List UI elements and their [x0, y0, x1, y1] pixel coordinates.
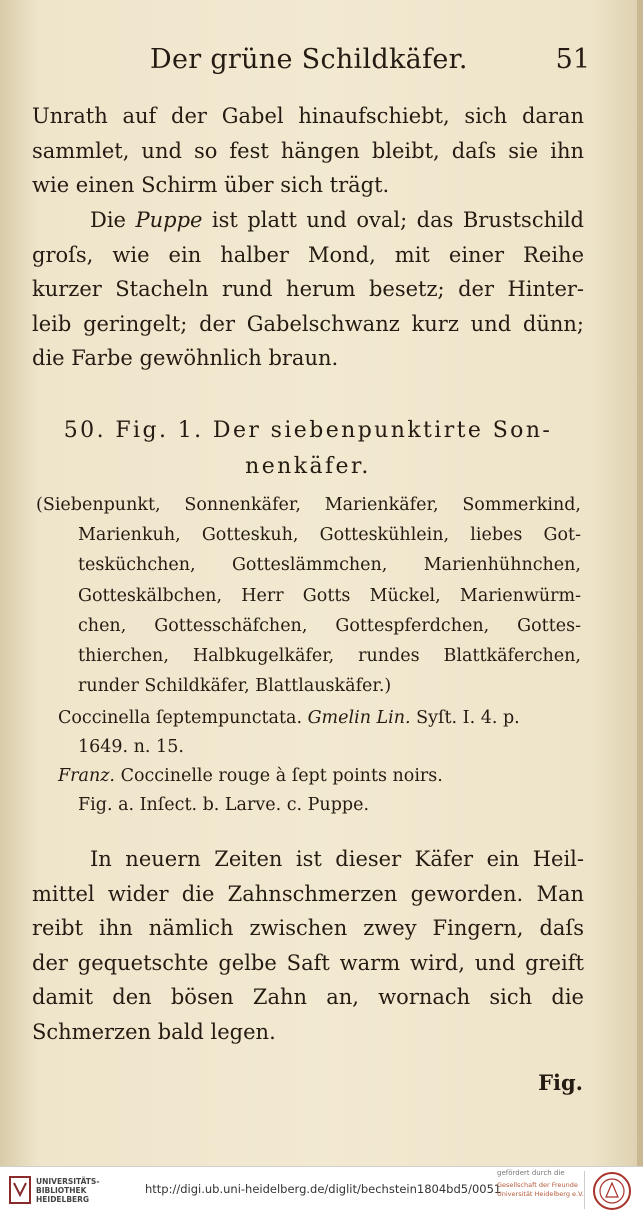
sponsor-line: Gesellschaft der Freunde [497, 1181, 578, 1189]
library-logo-icon[interactable] [8, 1173, 32, 1207]
text-line: die Farbe gewöhnlich braun. [32, 346, 339, 370]
text-line: wie einen Schirm über sich trägt. [32, 173, 390, 197]
synonym-line: Marienkuh, Gotteskuh, Gotteskühlein, liebes Got- [78, 525, 581, 546]
figure-legend: Fig. a. Inſect. b. Larve. c. Puppe. [78, 795, 370, 815]
citation-language: Franz. [58, 766, 115, 786]
section-heading-line: nenkäfer. [245, 454, 371, 479]
paragraph-1 [32, 99, 584, 203]
text-fragment: Die [90, 208, 136, 232]
text-line: reibt ihn nämlich zwischen zwey Fingern, daſs [32, 916, 584, 940]
digitization-footer [0, 1166, 643, 1213]
text-line: leib geringelt; der Gabelschwanz kurz und dünn; [32, 311, 584, 336]
library-name-line: HEIDELBERG [36, 1195, 90, 1204]
text-fragment: Coccinella ſeptempunctata. [58, 708, 308, 728]
paragraph-2 [32, 203, 584, 376]
synonym-line: chen, Gottesschäfchen, Gottespferdchen, Gottes- [78, 615, 581, 636]
reference-line [58, 704, 583, 733]
reference-line: 1649. n. 15. [78, 737, 184, 757]
synonym-line: runder Schildkäfer, Blattlauskäfer.) [78, 676, 392, 697]
text-fragment: Syſt. I. 4. p. [410, 708, 520, 728]
text-fragment: Coccinelle rouge à ſept points noirs. [115, 766, 443, 786]
library-name-line: UNIVERSITÄTS- [36, 1177, 100, 1186]
synonym-line: tesküchchen, Gotteslämmchen, Marienhühnchen, [78, 555, 581, 576]
text-line [32, 203, 584, 238]
references [58, 704, 583, 820]
text-line: Unrath auf der Gabel hinaufschiebt, sich daran [32, 104, 584, 128]
running-title: Der grüne Schildkäfer. [150, 44, 468, 75]
text-line: mittel wider die Zahnschmerzen geworden. Man [32, 881, 584, 906]
emphasis-puppe: Puppe [135, 208, 203, 232]
paragraph-3 [32, 842, 584, 1049]
section-heading-line: 50. Fig. 1. Der siebenpunktirte Son- [63, 418, 553, 443]
synonym-list [36, 490, 581, 701]
text-line: groſs, wie ein halber Mond, mit einer Reihe [32, 242, 584, 267]
library-name-line: BIBLIOTHEK [36, 1186, 87, 1195]
library-name [36, 1177, 99, 1204]
citation-author: Gmelin Lin. [307, 708, 411, 728]
section-heading [32, 413, 584, 485]
footer-divider [584, 1171, 585, 1209]
sponsor-line: Universität Heidelberg e.V. [497, 1190, 584, 1198]
text-fragment: ist platt und oval; das Brustschild [202, 208, 585, 232]
running-header [150, 44, 620, 84]
text-line: In neuern Zeiten ist dieser Käfer ein Heil- [90, 847, 584, 871]
synonym-line: (Siebenpunkt, Sonnenkäfer, Marienkäfer, Sommerkind, [36, 495, 581, 515]
sponsor-label: gefördert durch die [497, 1169, 565, 1177]
catchword: Fig. [538, 1070, 583, 1095]
text-line: sammlet, und so fest hängen bleibt, daſs sie ihn [32, 138, 584, 163]
synonym-line: Gotteskälbchen, Herr Gotts Mückel, Marienwürm- [78, 585, 581, 606]
permalink-url[interactable]: http://digi.ub.uni-heidelberg.de/diglit/bechstein1804bd5/0051 [145, 1182, 502, 1196]
page-edge [637, 0, 643, 1166]
sponsor-name[interactable] [497, 1181, 584, 1199]
page-number: 51 [555, 44, 590, 75]
text-line: Schmerzen bald legen. [32, 1019, 276, 1044]
text-line: kurzer Stacheln rund herum besetz; der Hinter- [32, 277, 584, 301]
university-seal-icon [592, 1171, 632, 1211]
text-line: der gequetschte gelbe Saft warm wird, und greift [32, 950, 584, 975]
synonym-line: thierchen, Halbkugelkäfer, rundes Blattkäferchen, [78, 646, 581, 667]
text-line: damit den bösen Zahn an, wornach sich die [32, 985, 584, 1009]
reference-line [58, 762, 583, 791]
